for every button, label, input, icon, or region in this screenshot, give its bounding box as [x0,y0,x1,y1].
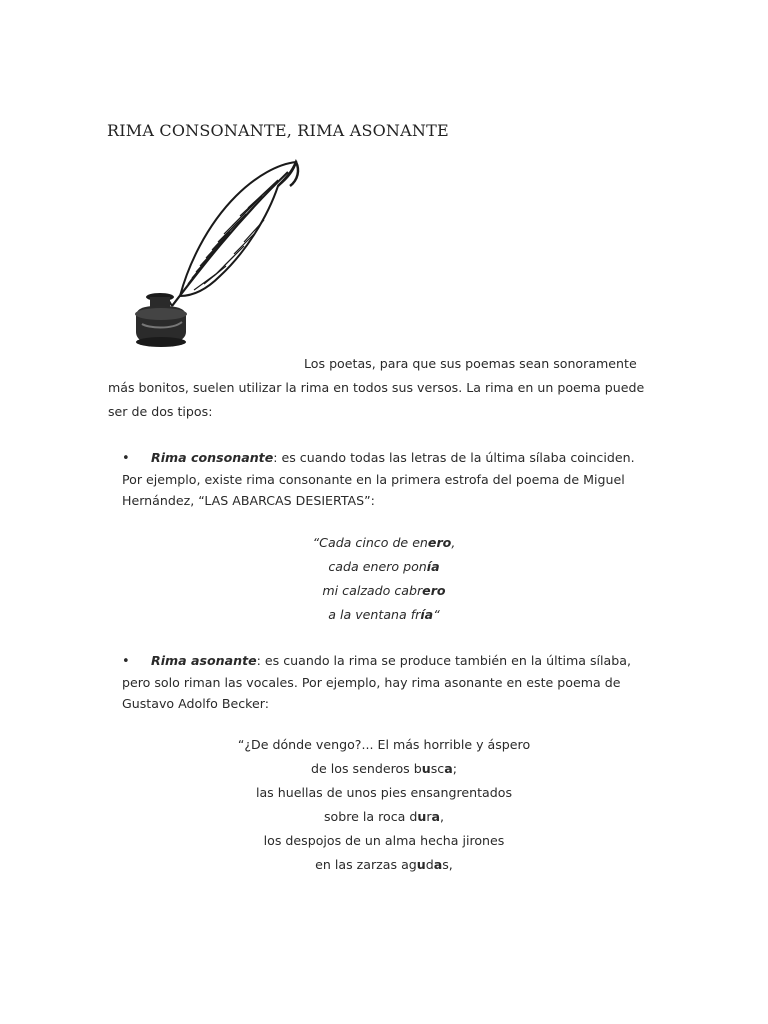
intro-paragraph: Los poetas, para que sus poemas sean sonoramente más bonitos, suelen utilizar la rima en todos sus versos. La rima en un poema puede ser de dos tipos: [108,356,645,419]
verse-line: a la ventana fría“ [328,607,440,622]
verse-line: las huellas de unos pies ensangrentados [255,785,513,800]
verse-line: “¿De dónde vengo?... El más horrible y áspero [237,737,531,752]
verse-line: de los senderos busca; [311,761,457,776]
bullet-rima-asonante [122,650,652,714]
bullet-term: Rima asonante [151,653,257,668]
verse-line: los despojos de un alma hecha jirones [263,833,505,848]
verse-line: mi calzado cabrero [322,583,446,598]
bullet-text: : es cuando la rima se produce también en la última sílaba, pero solo riman las vocales. Por ejemplo, hay rima asonante en este poema de Gustavo Adolfo Becker: [122,653,631,711]
bullet-rima-consonante [122,447,652,511]
verse-line: sobre la roca dura, [323,809,445,824]
bullet-term: Rima consonante [151,450,274,465]
bullet-marker: • [122,451,130,466]
poem-hernandez [108,531,660,627]
bullet-marker: • [122,654,130,669]
verse-line: cada enero ponía [328,559,440,574]
verse-line: en las zarzas agudas, [315,857,453,872]
page-title: RIMA CONSONANTE, RIMA ASONANTE [107,121,449,140]
quill-inkwell-icon [128,156,304,350]
verse-line: “Cada cinco de enero, [312,535,456,550]
bullet-text: : es cuando todas las letras de la última sílaba coinciden. Por ejemplo, existe rima consonante en la primera estrofa del poema de Miguel Hernández, “LAS ABARCAS DESIERTAS”: [122,450,635,508]
poem-becker [108,733,660,877]
